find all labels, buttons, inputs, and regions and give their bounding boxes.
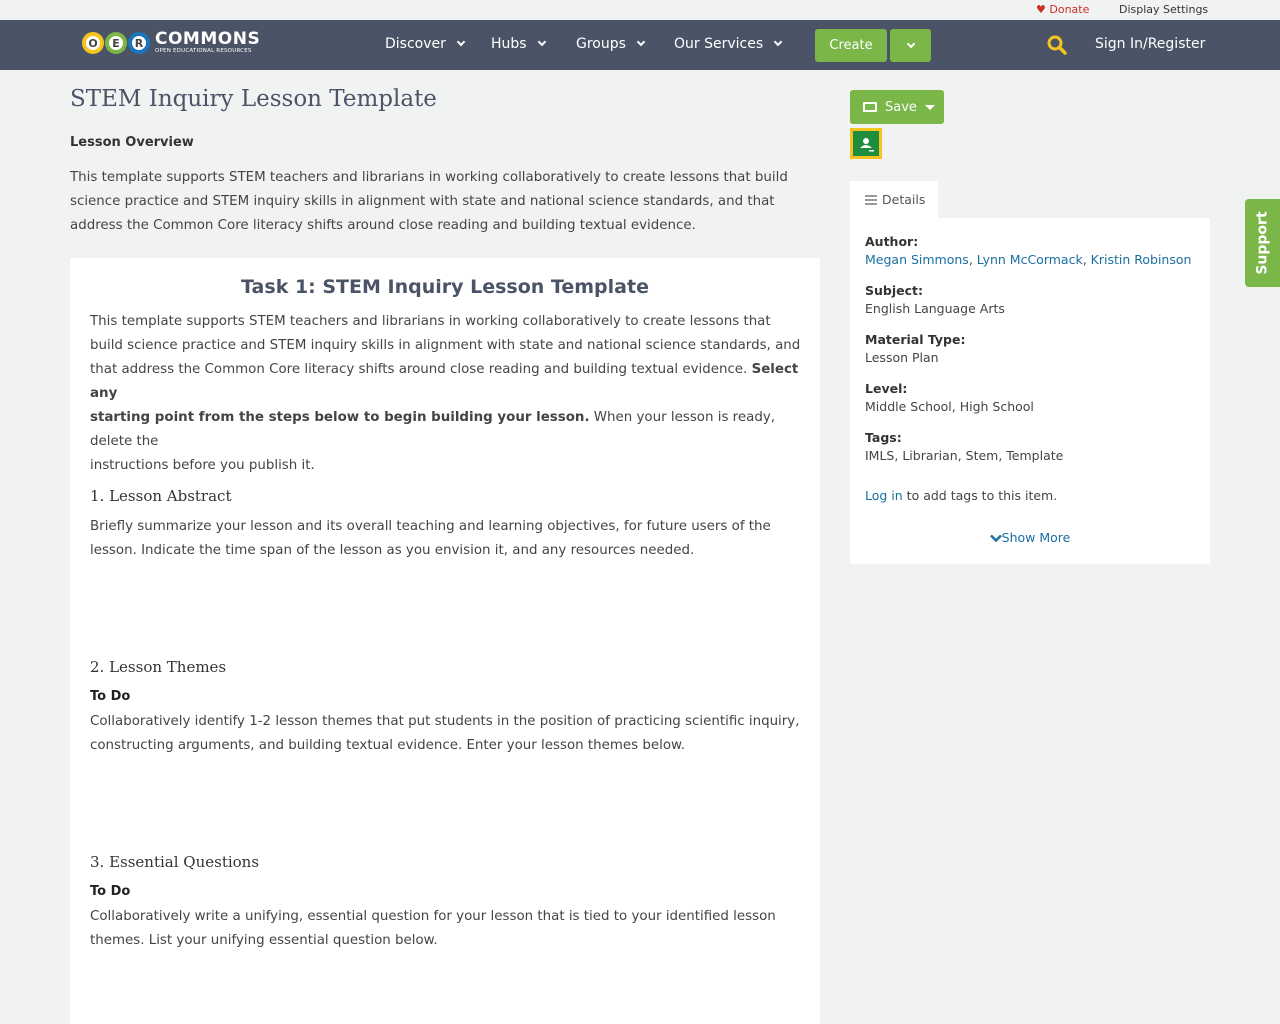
chevron-down-icon	[457, 38, 465, 46]
subject-label: Subject:	[865, 283, 923, 298]
task-intro-text: When your lesson is ready, delete the	[90, 410, 776, 449]
sign-in-register-link[interactable]: Sign In/Register	[1095, 36, 1206, 52]
task-intro-text: that address the Common Core literacy shifts around close reading and building textual evidence.	[90, 362, 752, 377]
list-icon	[865, 195, 877, 205]
section-text-lesson-abstract: Briefly summarize your lesson and its overall teaching and learning objectives, for future users of the lesson. Indicate the time span of the lesson as you envision it, and any resources needed.	[90, 519, 771, 558]
chevron-down-icon	[906, 39, 914, 47]
folder-open-icon	[863, 102, 877, 112]
log-in-link[interactable]: Log in	[865, 488, 903, 503]
save-label: Save	[885, 99, 917, 115]
classroom-person-icon	[853, 131, 879, 156]
donate-label: Donate	[1049, 3, 1090, 16]
lesson-content-card	[70, 258, 820, 1024]
search-icon[interactable]	[1047, 35, 1067, 55]
task-intro-line: build science practice and STEM inquiry skills in alignment with state and national science standards, and	[90, 338, 801, 353]
support-tab[interactable]	[1245, 199, 1280, 287]
author-link[interactable]: Megan Simmons	[865, 252, 969, 267]
level-label: Level:	[865, 381, 908, 396]
login-to-tag	[865, 488, 1057, 503]
nav-our-services[interactable]	[674, 36, 781, 52]
nav-hubs[interactable]	[491, 36, 545, 52]
page-title: STEM Inquiry Lesson Template	[70, 86, 437, 112]
nav-hubs-label: Hubs	[491, 36, 527, 52]
nav-our-services-label: Our Services	[674, 36, 764, 52]
nav-discover-label: Discover	[385, 36, 446, 52]
task-intro-line: instructions before you publish it.	[90, 458, 315, 473]
show-more-button[interactable]	[850, 530, 1210, 545]
logo-name: COMMONS	[155, 29, 261, 50]
logo-wordmark	[155, 31, 260, 55]
tab-details[interactable]	[850, 181, 938, 218]
nav-groups[interactable]	[576, 36, 644, 52]
logo-letter-r: R	[128, 32, 150, 54]
level-value: Middle School, High School	[865, 399, 1034, 414]
support-label: Support	[1254, 211, 1271, 275]
task-intro	[90, 310, 802, 478]
author-link[interactable]: Kristin Robinson	[1090, 252, 1192, 267]
author-label: Author:	[865, 234, 919, 249]
donate-link[interactable]	[1036, 3, 1089, 16]
caret-down-icon	[925, 105, 935, 110]
tab-details-label: Details	[882, 192, 926, 207]
task-intro-line: This template supports STEM teachers and librarians in working collaboratively to create lessons that	[90, 314, 771, 329]
chevron-down-icon	[774, 38, 782, 46]
material-type-value: Lesson Plan	[865, 350, 939, 365]
subject-value: English Language Arts	[865, 301, 1005, 316]
task-intro-line	[90, 358, 802, 406]
main-navbar	[0, 20, 1280, 70]
create-dropdown-button[interactable]	[890, 29, 931, 62]
save-button[interactable]	[850, 90, 944, 124]
heart-icon: ♥	[1036, 3, 1046, 16]
logo-letter-e: E	[105, 32, 127, 54]
details-panel	[850, 218, 1210, 564]
author-link[interactable]: Lynn McCormack	[976, 252, 1083, 267]
chevron-down-icon	[637, 38, 645, 46]
google-classroom-share-button[interactable]	[850, 128, 882, 159]
task-title: Task 1: STEM Inquiry Lesson Template	[241, 276, 649, 298]
tags-value: IMLS, Librarian, Stem, Template	[865, 448, 1064, 463]
oer-commons-logo[interactable]	[82, 25, 260, 61]
create-button[interactable]: Create	[815, 29, 887, 62]
logo-tagline: OPEN EDUCATIONAL RESOURCES	[155, 48, 252, 55]
chevron-down-icon	[537, 38, 545, 46]
show-more-label: Show More	[1001, 530, 1071, 545]
login-tag-text: to add tags to this item.	[902, 488, 1058, 503]
todo-label: To Do	[90, 689, 131, 704]
nav-groups-label: Groups	[576, 36, 626, 52]
chevron-down-icon	[990, 534, 1002, 543]
utility-bar	[0, 0, 1280, 20]
tags-label: Tags:	[865, 430, 902, 445]
lesson-overview-text: This template supports STEM teachers and librarians in working collaboratively to create lessons that build science practice and STEM inquiry skills in alignment with state and national science standards, and that address the Common Core literacy shifts around close reading and building textual evidence.	[70, 170, 788, 233]
task-intro-emphasis: starting point from the steps below to begin building your lesson.	[90, 410, 590, 425]
material-type-label: Material Type:	[865, 332, 966, 347]
section-heading-lesson-abstract: 1. Lesson Abstract	[90, 487, 232, 505]
section-text-lesson-themes: Collaboratively identify 1-2 lesson themes that put students in the position of practicing scientific inquiry, constructing arguments, and building textual evidence. Enter your lesson themes below.	[90, 714, 800, 753]
lesson-overview-heading: Lesson Overview	[70, 135, 194, 150]
section-heading-essential-questions: 3. Essential Questions	[90, 853, 260, 871]
task-intro-emphasis: Select any	[90, 362, 799, 401]
todo-label: To Do	[90, 884, 131, 899]
section-heading-lesson-themes: 2. Lesson Themes	[90, 658, 227, 676]
author-list: Megan Simmons, Lynn McCormack, Kristin Robinson	[865, 252, 1192, 267]
nav-discover[interactable]	[385, 36, 464, 52]
display-settings-link[interactable]: Display Settings	[1119, 3, 1209, 16]
task-intro-line	[90, 406, 802, 454]
section-text-essential-questions: Collaboratively write a unifying, essential question for your lesson that is tied to your identified lesson themes. List your unifying essential question below.	[90, 909, 776, 948]
google-classroom-icon	[853, 131, 879, 156]
logo-letter-o: O	[82, 32, 104, 54]
